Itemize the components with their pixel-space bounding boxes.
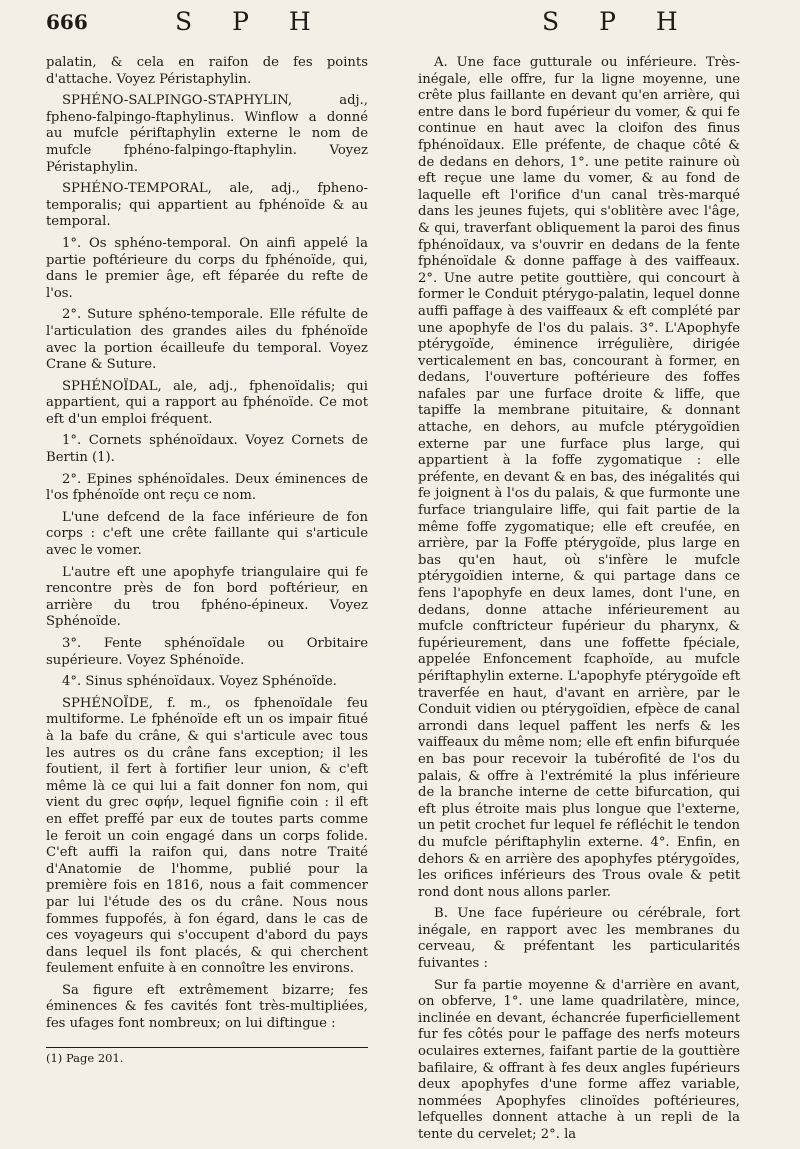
entry-sphenoidal: SPHÉNOÏDAL, ale, adj., fphenoïdalis; qui appartient, qui a rapport au fphénoïde. Ce mot eft d'un emploi fréquent. <box>46 378 368 427</box>
page-header <box>0 0 800 50</box>
paragraph: Sa figure eft extrêmement bizarre; fes éminences & fes cavités font très-multipliées, fes ufages font nombreux; on lui diftingue : <box>46 982 368 1032</box>
right-column <box>418 55 740 1149</box>
paragraph: 3°. Fente sphénoïdale ou Orbitaire supérieure. Voyez Sphénoïde. <box>46 636 368 668</box>
footnote-divider <box>46 1047 368 1048</box>
left-column <box>46 55 368 1071</box>
paragraph: 4°. Sinus sphénoïdaux. Voyez Sphénoïde. <box>62 674 337 690</box>
paragraph: L'une defcend de la face inférieure de fon corps : c'eft une crête faillante qui s'articule avec le vomer. <box>46 509 368 559</box>
running-head-left: S P H <box>175 7 327 36</box>
paragraph: Sur fa partie moyenne & d'arrière en avant, on obferve, 1°. une lame quadrilatère, mince, inclinée en devant, échancrée fuperficiellement fur fes côtés pour le paffage des nerfs moteurs oculaires externes, faifant partie de la gouttière bafilaire, & offrant à fes deux angles fupérieurs deux apophyfes d'une forme affez variable, nommées Apophyfes clinoïdes poftérieures, lefquelles donnent attache à un repli de la tente du cervelet; 2°. la <box>418 977 740 1142</box>
paragraph: 1°. Cornets sphénoïdaux. Voyez Cornets de Bertin (1). <box>46 433 368 466</box>
paragraph: palatin, & cela en raifon de fes points d'attache. Voyez Péristaphylin. <box>46 55 368 87</box>
running-head-right: S P H <box>542 7 694 36</box>
paragraph: 2°. Epines sphénoïdales. Deux éminences de l'os fphénoïde ont reçu ce nom. <box>46 471 368 504</box>
entry-sphenoide: SPHÉNOÏDE, f. m., os fphenoïdale feu multiforme. Le fphénoïde eft un os impair fitué à la bafe du crâne, & qui s'articule avec tous les autres os du crâne fans exception; il les foutient, il fert à fortifier leur union, & c'eft même là ce qui lui a fait donner fon nom, qui vient du grec σφήν, lequel fignifie coin : il eft en effet preffé par eux de toutes parts comme le feroit un coin engagé dans un corps folide. C'eft auffi la raifon qui, dans notre Traité d'Anatomie de l'homme, publié pour la première fois en 1816, nous a fait commencer par lui l'étude des os du crâne. Nous nous fommes fuppofés, à fon égard, dans le cas de ces voyageurs qui s'occupent d'abord du pays dans lequel ils font placés, & qui cherchent feulement enfuite à en connoître les environs. <box>46 695 368 977</box>
entry-spheno-salpingo-staphylin: SPHÉNO-SALPINGO-STAPHYLIN, adj., fpheno-falpingo-ftaphylinus. Winflow a donné au mufcle périftaphylin externe le nom de mufcle fphéno-falpingo-ftaphylin. Voyez Péristaphylin. <box>46 93 368 175</box>
entry-spheno-temporal: SPHÉNO-TEMPORAL, ale, adj., fpheno-temporalis; qui appartient au fphénoïde & au temporal. <box>46 181 368 230</box>
paragraph: L'autre eft une apophyfe triangulaire qui fe rencontre près de fon bord poftérieur, en arrière du trou fphéno-épineux. Voyez Sphénoïde. <box>46 564 368 630</box>
page-number: 666 <box>46 10 88 34</box>
paragraph: 1°. Os sphéno-temporal. On ainfi appelé la partie poftérieure du corps du fphénoïde, qui, dans le premier âge, eft féparée du refte de l'os. <box>46 235 368 301</box>
paragraph: 2°. Suture sphéno-temporale. Elle réfulte de l'articulation des grandes ailes du fphénoïde avec la portion écailleufe du temporal. Voyez Crane & Suture. <box>46 307 368 373</box>
paragraph: B. Une face fupérieure ou cérébrale, fort inégale, en rapport avec les membranes du cerveau, & préfentant les particularités fuivantes : <box>418 906 740 972</box>
footnote: (1) Page 201. <box>46 1050 124 1065</box>
paragraph: A. Une face gutturale ou inférieure. Très-inégale, elle offre, fur la ligne moyenne, une crête plus faillante en devant qu'en arrière, qui entre dans le bord fupérieur du vomer, & qui fe continue en haut avec la cloifon des finus fphénoïdaux. Elle préfente, de chaque côté & de dedans en dehors, 1°. une petite rainure où eft reçue une lame du vomer, & au fond de laquelle eft l'orifice d'un canal très-marqué dans les jeunes fujets, qui s'oblitère avec l'âge, & qui, traverfant obliquement la paroi des finus fphénoïdaux, va s'ouvrir en dedans de la fente fphénoïdale & donne paffage à des vaiffeaux. 2°. Une autre petite gouttière, qui concourt à former le Conduit ptérygo-palatin, lequel donne auffi paffage à des vaiffeaux & eft complété par une apophyfe de l'os du palais. 3°. L'Apophyfe ptérygoïde, éminence irrégulière, dirigée verticalement en bas, concourant à former, en dedans, l'ouverture poftérieure des foffes nafales par une furface droite & liffe, que tapiffe la membrane pituitaire, & donnant attache, en dehors, au mufcle ptérygoïdien externe par une furface plus large, qui appartient à la foffe zygomatique : elle préfente, en devant & en bas, des inégalités qui fe joignent à l'os du palais, & que furmonte une furface triangulaire liffe, qui fait partie de la même foffe zygomatique; elle eft creufée, en arrière, par la Foffe ptérygoïde, plus large en bas qu'en haut, où s'infère le mufcle ptérygoïdien interne, & qui partage dans ce fens l'apophyfe en deux lames, dont l'une, en dedans, donne attache inférieurement au mufcle conftricteur fupérieur du pharynx, & fupérieurement, dans une foffette fpéciale, appelée Enfoncement fcaphoïde, au mufcle périftaphylin externe. L'apophyfe ptérygoïde eft traverfée en haut, d'avant en arrière, par le Conduit vidien ou ptérygoïdien, efpèce de canal arrondi dans lequel paffent les nerfs & les vaiffeaux du même nom; elle eft enfin bifurquée en bas pour recevoir la tubérofité de l'os du palais, & offre à l'extrémité la plus inférieure de la branche interne de cette bifurcation, qui eft plus étroite mais plus longue que l'externe, un petit crochet fur lequel fe réfléchit le tendon du mufcle périftaphylin externe. 4°. Enfin, en dehors & en arrière des apophyfes ptérygoïdes, les orifices inférieurs des Trous ovale & petit rond dont nous allons parler. <box>418 55 740 900</box>
